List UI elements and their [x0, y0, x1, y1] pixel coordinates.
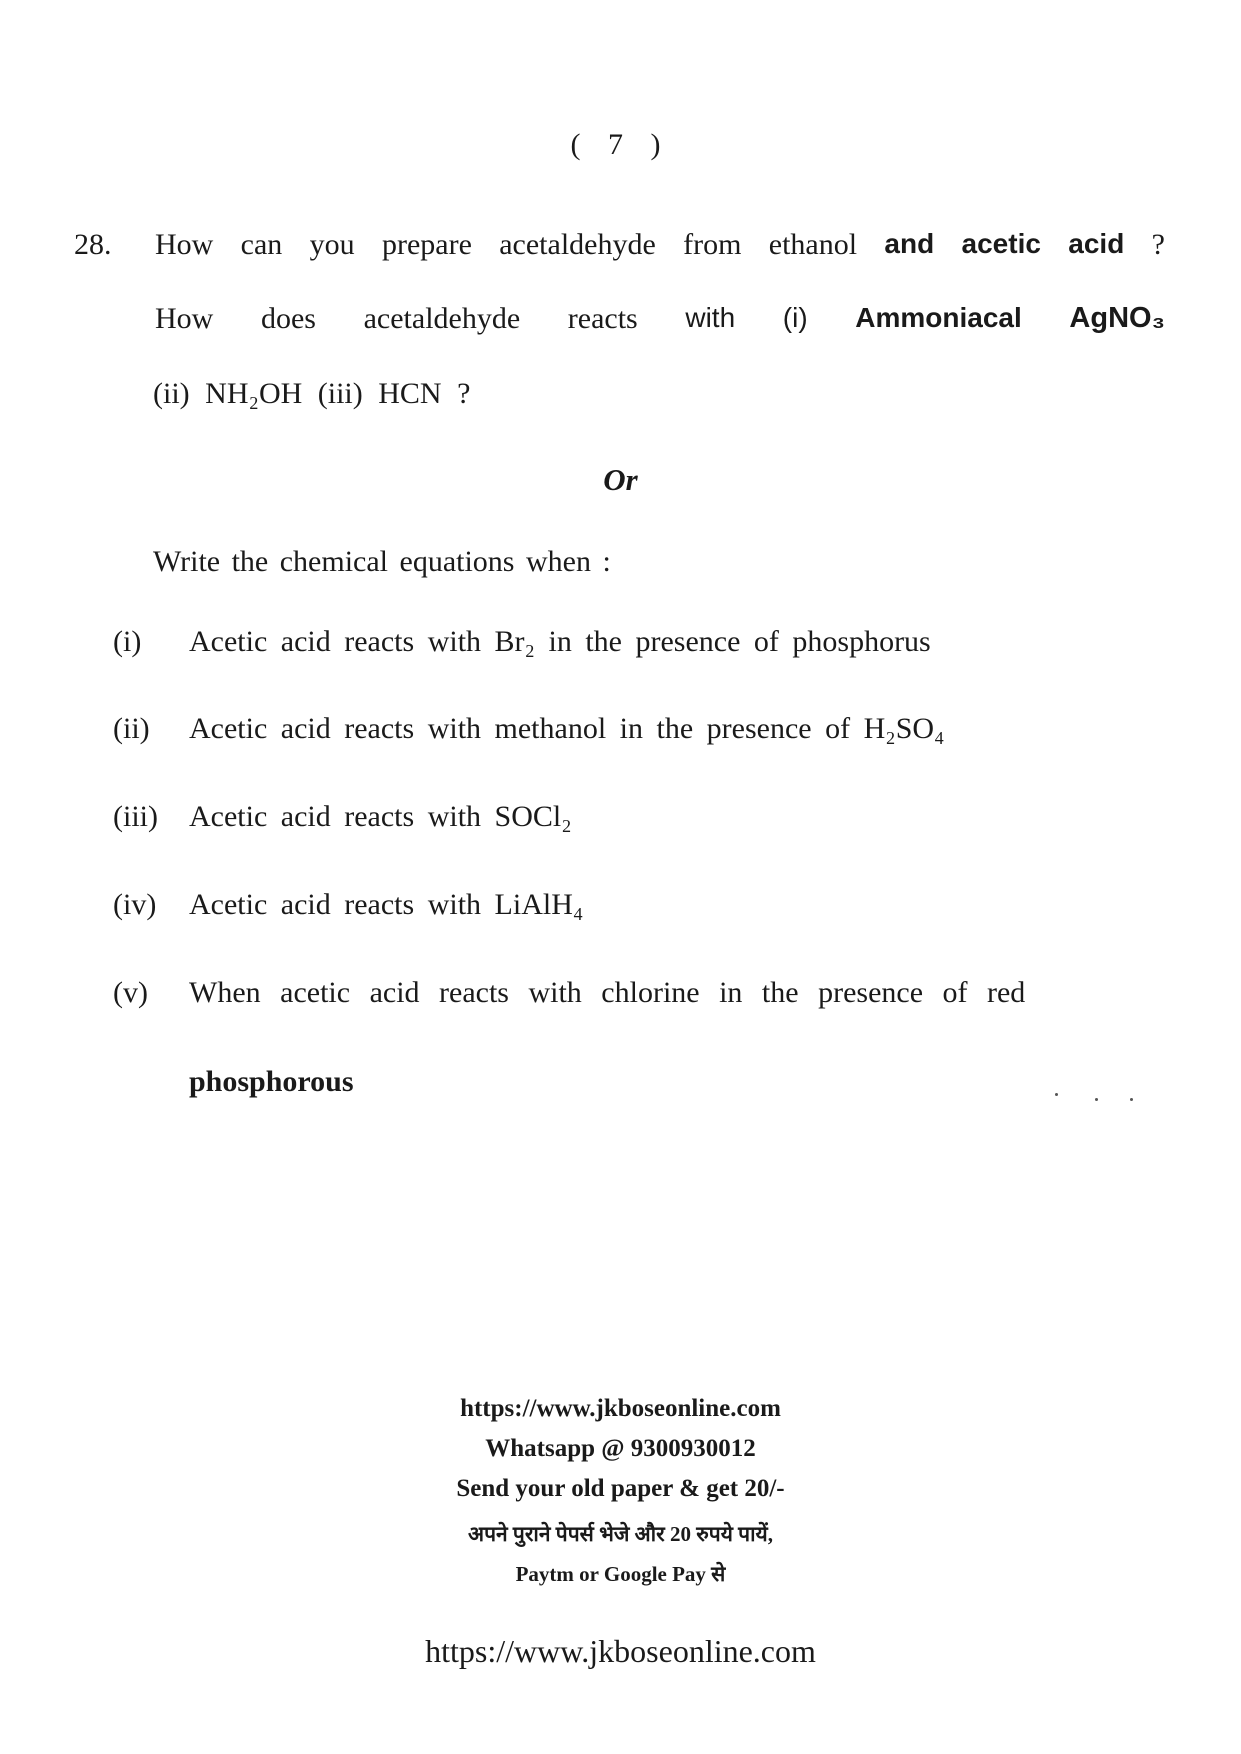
word: AgNO₃	[1069, 302, 1165, 334]
item-number: (ii)	[113, 712, 150, 745]
item-number: (iii)	[113, 800, 158, 833]
scan-speck	[1095, 1098, 1098, 1101]
word: reacts	[567, 302, 638, 335]
word: (i)	[782, 302, 808, 333]
word: from	[683, 228, 742, 261]
word: acetaldehyde	[363, 302, 521, 335]
word: ethanol	[768, 228, 858, 261]
item-text: Acetic acid reacts with Br₂ in the presence of phosphorus	[189, 625, 931, 658]
item-text: Acetic acid reacts with SOCl₂	[189, 800, 572, 833]
question-number: 28.	[74, 228, 112, 261]
question-line-3: (ii) NH₂OH (iii) HCN ?	[153, 377, 471, 410]
word: acetaldehyde	[499, 228, 656, 261]
word: can	[240, 228, 283, 261]
word: acid	[1068, 228, 1125, 259]
word: ?	[1151, 228, 1165, 261]
footer-whatsapp: Whatsapp @ 9300930012	[485, 1435, 756, 1462]
scan-speck	[1055, 1093, 1058, 1096]
or-divider: Or	[603, 462, 638, 497]
word: with	[685, 302, 736, 333]
word: How	[155, 228, 214, 261]
word: does	[260, 302, 316, 335]
item-number: (v)	[113, 976, 148, 1009]
question-line-2	[155, 302, 1165, 336]
word: acetic	[961, 228, 1041, 259]
footer-offer-hindi: अपने पुराने पेपर्स भेजे और 20 रुपये पायें,	[468, 1522, 773, 1546]
footer-offer: Send your old paper & get 20/-	[456, 1475, 785, 1502]
bottom-website-link[interactable]: https://www.jkboseonline.com	[425, 1633, 816, 1669]
scan-speck	[1130, 1098, 1133, 1101]
item-text: Acetic acid reacts with methanol in the presence of H₂SO₄	[189, 712, 945, 745]
word: How	[155, 302, 214, 335]
alternative-question-intro: Write the chemical equations when :	[153, 545, 611, 578]
item-number: (iv)	[113, 888, 157, 921]
word: Ammoniacal	[855, 302, 1022, 333]
footer-payment: Paytm or Google Pay से	[515, 1562, 726, 1586]
word: and	[884, 228, 935, 259]
page-number: ( 7 )	[570, 128, 671, 161]
footer-website-link[interactable]: https://www.jkboseonline.com	[460, 1395, 781, 1422]
item-continuation: phosphorous	[189, 1065, 354, 1098]
word: prepare	[381, 228, 472, 261]
word: you	[309, 228, 355, 261]
item-text: When acetic acid reacts with chlorine in the presence of red	[189, 976, 1026, 1009]
item-number: (i)	[113, 625, 142, 658]
question-line-1	[155, 228, 1165, 262]
item-text: Acetic acid reacts with LiAlH₄	[189, 888, 584, 921]
